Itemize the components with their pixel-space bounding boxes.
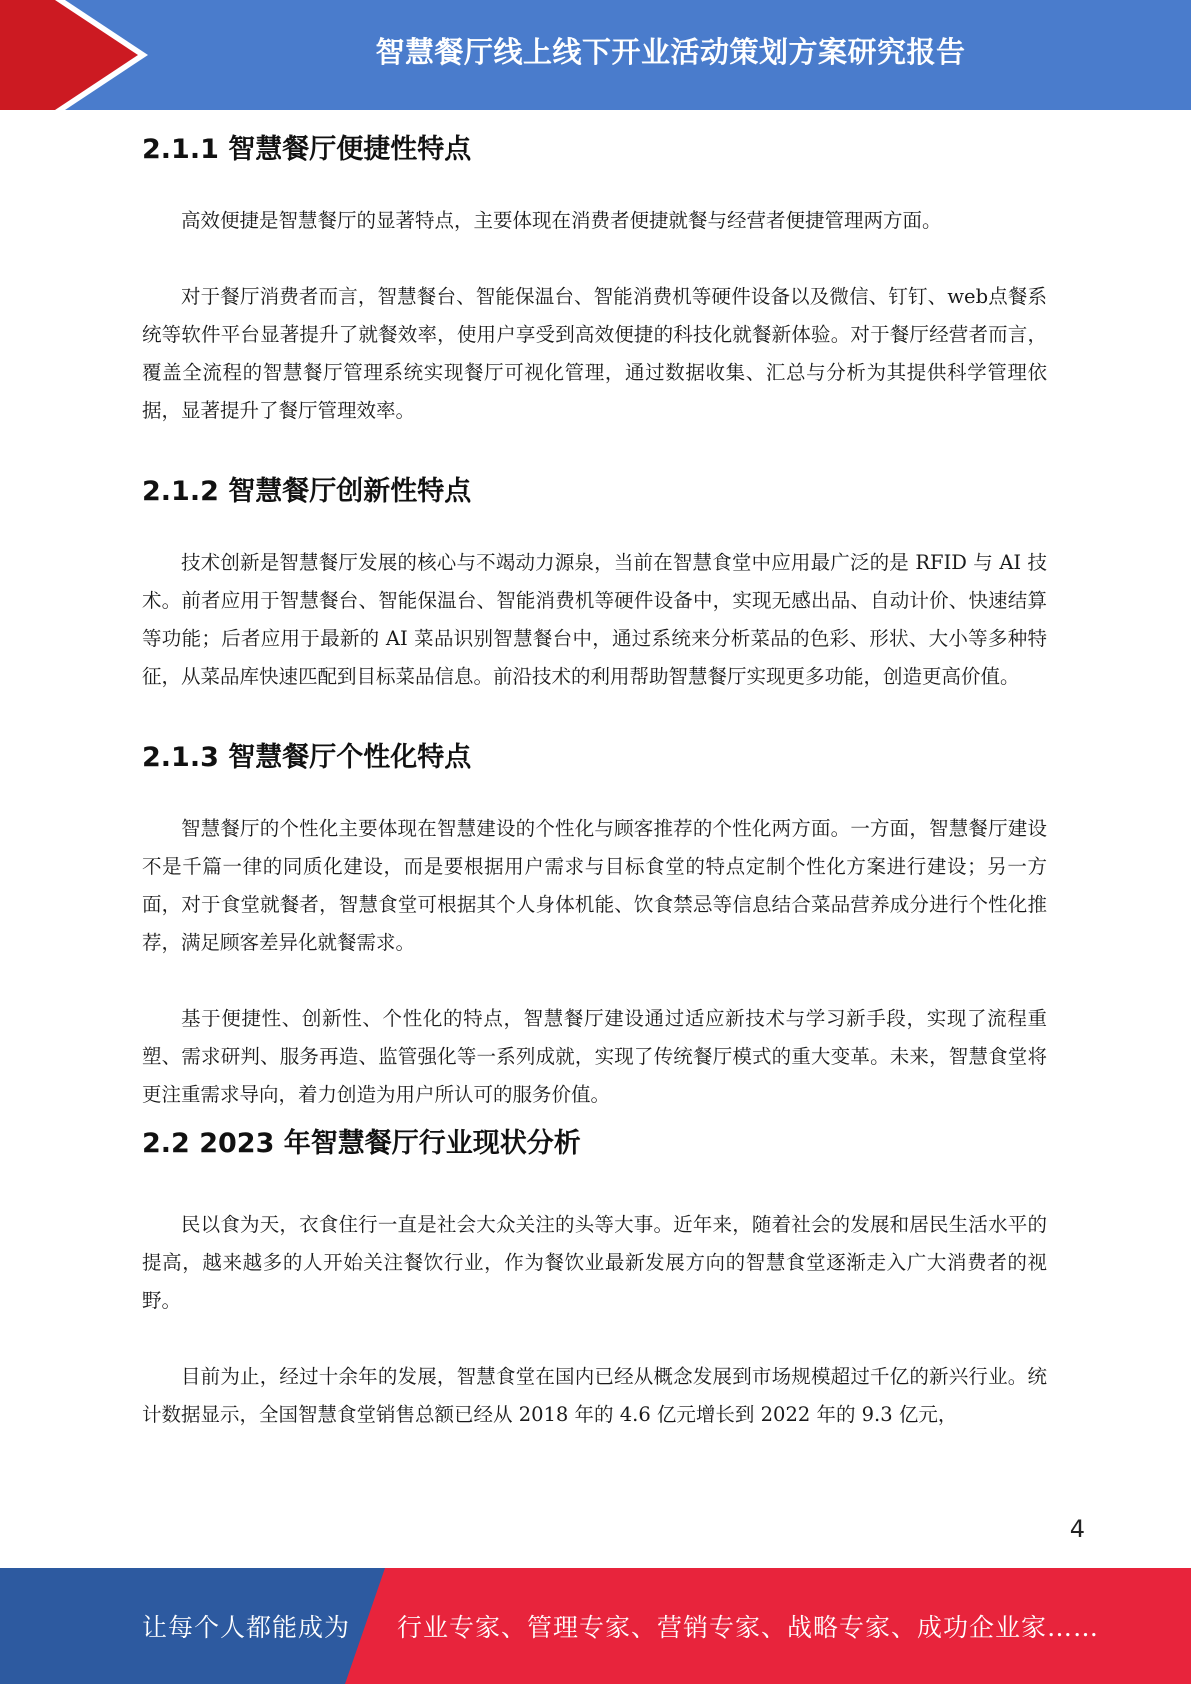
section-heading: 2.1.3 智慧餐厅个性化特点 [142, 742, 472, 773]
page-body [142, 128, 1047, 1434]
section-heading: 2.2 2023 年智慧餐厅行业现状分析 [142, 1128, 581, 1159]
paragraph: 技术创新是智慧餐厅发展的核心与不竭动力源泉，当前在智慧食堂中应用最广泛的是 RFID 与 AI 技术。前者应用于智慧餐台、智能保温台、智能消费机等硬件设备中，实现无感出品、自动计价、快速结算等功能；后者应用于最新的 AI 菜品识别智慧餐台中，通过系统来分析菜品的色彩、形状、大小等多种特征，从菜品库快速匹配到目标菜品信息。前沿技术的利用帮助智慧餐厅实现更多功能，创造更高价值。 [142, 551, 1047, 688]
paragraph: 智慧餐厅的个性化主要体现在智慧建设的个性化与顾客推荐的个性化两方面。一方面，智慧餐厅建设不是千篇一律的同质化建设，而是要根据用户需求与目标食堂的特点定制个性化方案进行建设；另一方面，对于食堂就餐者，智慧食堂可根据其个人身体机能、饮食禁忌等信息结合菜品营养成分进行个性化推荐，满足顾客差异化就餐需求。 [142, 817, 1047, 954]
paragraph: 民以食为天，衣食住行一直是社会大众关注的头等大事。近年来，随着社会的发展和居民生活水平的提高，越来越多的人开始关注餐饮行业，作为餐饮业最新发展方向的智慧食堂逐渐走入广大消费者的视野。 [142, 1213, 1047, 1312]
page-footer [0, 1568, 1191, 1684]
page-header [0, 0, 1191, 110]
section-heading: 2.1.1 智慧餐厅便捷性特点 [142, 134, 472, 165]
paragraph: 高效便捷是智慧餐厅的显著特点，主要体现在消费者便捷就餐与经营者便捷管理两方面。 [181, 209, 942, 232]
section-2-1-2 [142, 470, 1047, 696]
footer-slogan-left: 让每个人都能成为 [142, 1613, 351, 1642]
report-title: 智慧餐厅线上线下开业活动策划方案研究报告 [375, 34, 966, 69]
paragraph: 对于餐厅消费者而言，智慧餐台、智能保温台、智能消费机等硬件设备以及微信、钉钉、web点餐系统等软件平台显著提升了就餐效率，使用户享受到高效便捷的科技化就餐新体验。对于餐厅经营者而言，覆盖全流程的智慧餐厅管理系统实现餐厅可视化管理，通过数据收集、汇总与分析为其提供科学管理依据，显著提升了餐厅管理效率。 [142, 285, 1047, 422]
page-number: 4 [1069, 1515, 1085, 1543]
section-2-2 [142, 1122, 1047, 1434]
section-2-1-3 [142, 736, 1047, 1114]
section-2-1-1 [142, 128, 1047, 430]
header-arrow-decoration [0, 0, 150, 110]
section-heading: 2.1.2 智慧餐厅创新性特点 [142, 476, 472, 507]
paragraph: 基于便捷性、创新性、个性化的特点，智慧餐厅建设通过适应新技术与学习新手段，实现了流程重塑、需求研判、服务再造、监管强化等一系列成就，实现了传统餐厅模式的重大变革。未来，智慧食堂将更注重需求导向，着力创造为用户所认可的服务价值。 [142, 1007, 1047, 1106]
paragraph: 目前为止，经过十余年的发展，智慧食堂在国内已经从概念发展到市场规模超过千亿的新兴行业。统计数据显示，全国智慧食堂销售总额已经从 2018 年的 4.6 亿元增长到 2022 年的 9.3 亿元， [142, 1365, 1047, 1426]
footer-slogan-right: 行业专家、管理专家、营销专家、战略专家、成功企业家…… [397, 1613, 1100, 1642]
